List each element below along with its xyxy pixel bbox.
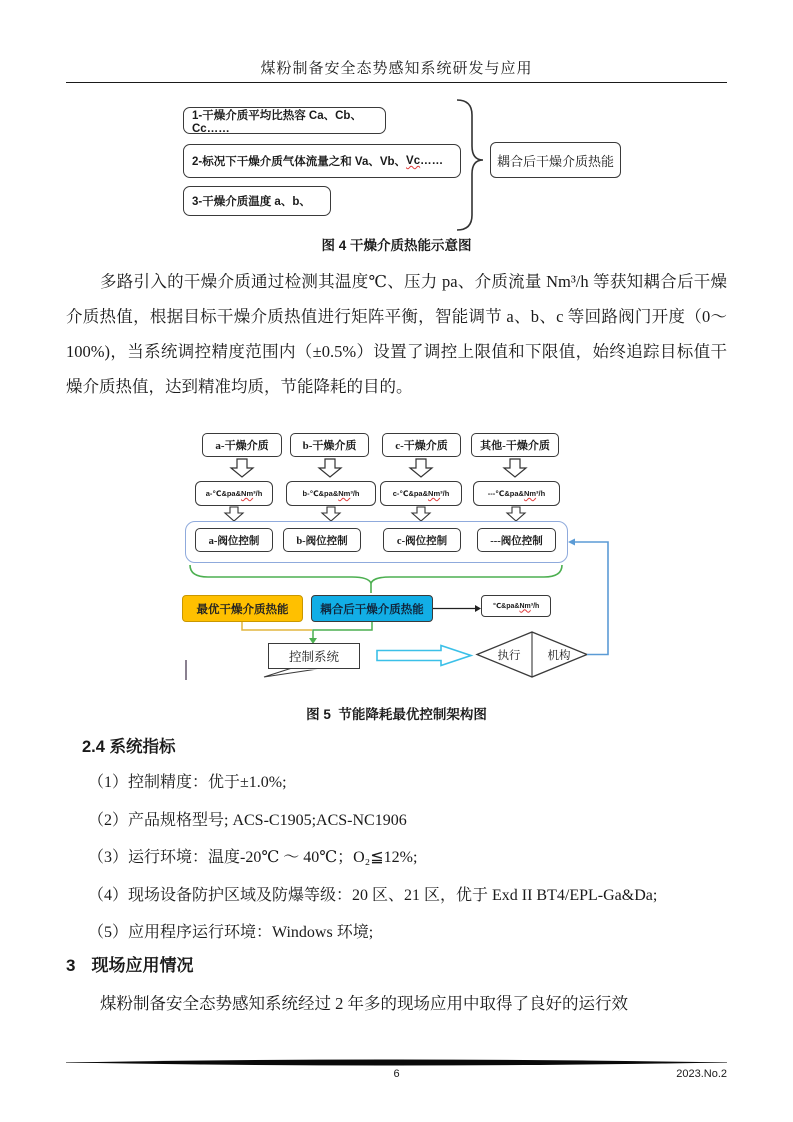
fig5-valve-other: ---阀位控制	[477, 528, 556, 552]
footer-issue-label: 2023.No.2	[676, 1068, 727, 1080]
fig5-diagram	[0, 420, 793, 700]
body-paragraph-1: 多路引入的干燥介质通过检测其温度℃、压力 pa、介质流量 Nm³/h 等获知耦合后干燥介质热值，根据目标干燥介质热值进行矩阵平衡，智能调节 a、b、c 等回路阀门开度（0～100%)，当系统调控精度范围内（±0.5%）设置了调控上限值和下限值，始终追踪目标值干燥介质热值，达到精准均质，节能降耗的目的。	[66, 272, 727, 396]
fig4-box-specific-heat: 1-干燥介质平均比热容 Ca、Cb、Cc……	[183, 107, 386, 134]
fig4-box-flow-sum	[183, 144, 461, 178]
fig5-coupled-energy-box: 耦合后干燥介质热能	[311, 595, 433, 622]
fig5-sensor-a: a-℃&pa& Nm ³/h	[195, 481, 273, 506]
fig4-box2-pre: 2-标况下干燥介质气体流量之和 Va、Vb、	[192, 156, 407, 168]
section-3-number: 3	[66, 956, 76, 975]
spec-item-5: （5）应用程序运行环境：Windows 环境;	[88, 924, 374, 941]
fig5-source-b: b-干燥介质	[290, 433, 369, 457]
fig5-valve-a: a-阀位控制	[195, 528, 273, 552]
fig5-source-a: a-干燥介质	[202, 433, 282, 457]
fig5-sensor-output-box: ℃&pa& Nm ³/h	[481, 595, 551, 617]
fig5-executor-left-label: 执行	[497, 650, 521, 662]
fig5-sensor-other: ---℃&pa& Nm ³/h	[473, 481, 560, 506]
spec-item-2: （2）产品规格型号; ACS-C1905;ACS-NC1906	[88, 811, 407, 829]
spec-item-4: （4）现场设备防护区域及防爆等级：20 区、21 区，优于 Exd II BT4/EPL-Ga&Da;	[88, 886, 658, 904]
fig4-box2-typo: Vc	[406, 155, 421, 167]
section-3-title: 现场应用情况	[91, 956, 194, 975]
fig5-sensor-b: b-℃&pa& Nm ³/h	[286, 481, 376, 506]
cyan-right-arrow-icon	[377, 646, 471, 666]
feedback-loop-line	[575, 542, 608, 655]
fig4-box-temperature: 3-干燥介质温度 a、b、	[183, 186, 331, 216]
fig5-source-c: c-干燥介质	[382, 433, 461, 457]
coupled-connector-line	[313, 622, 372, 638]
fig4-result-box: 耦合后干燥介质热能	[490, 142, 621, 178]
green-underbrace-icon	[190, 565, 562, 583]
fig4-caption: 图 4 干燥介质热能示意图	[321, 238, 472, 253]
fig5-sensor-c: c-℃&pa& Nm ³/h	[380, 481, 462, 506]
feedback-arrowhead-icon	[568, 539, 575, 546]
spec-item-3: （3）运行环境：温度-20℃ ～ 40℃；O₂≦12%;	[88, 849, 418, 866]
fig5-control-system-box: 控制系统	[268, 643, 360, 669]
section-3-heading	[66, 951, 193, 976]
optimal-connector-line	[242, 622, 312, 630]
body-paragraph-2: 煤粉制备安全态势感知系统经过 2 年多的现场应用中取得了良好的运行效	[100, 994, 628, 1013]
fig4-box2-post: ……	[420, 155, 444, 167]
fig5-valve-b: b-阀位控制	[283, 528, 361, 552]
fig5-source-other: 其他-干燥介质	[471, 433, 559, 457]
header-rule	[66, 82, 727, 83]
footer-page-number: 6	[393, 1068, 400, 1080]
fig5-caption: 图 5 节能降耗最优控制架构图	[306, 707, 487, 722]
fig4-brace-icon	[450, 98, 490, 236]
text-cursor-mark	[185, 660, 187, 680]
section-2-4-heading: 2.4 系统指标	[82, 738, 176, 756]
page-header-title: 煤粉制备安全态势感知系统研发与应用	[260, 61, 533, 77]
spec-item-1: （1）控制精度：优于±1.0%;	[88, 774, 287, 791]
down-arrow-icons-row1	[231, 459, 526, 477]
fig5-optimal-energy-box: 最优干燥介质热能	[182, 595, 303, 622]
fig5-valve-c: c-阀位控制	[383, 528, 461, 552]
fig5-executor-right-label: 机构	[547, 650, 571, 662]
down-arrow-icons-row2	[225, 507, 525, 521]
